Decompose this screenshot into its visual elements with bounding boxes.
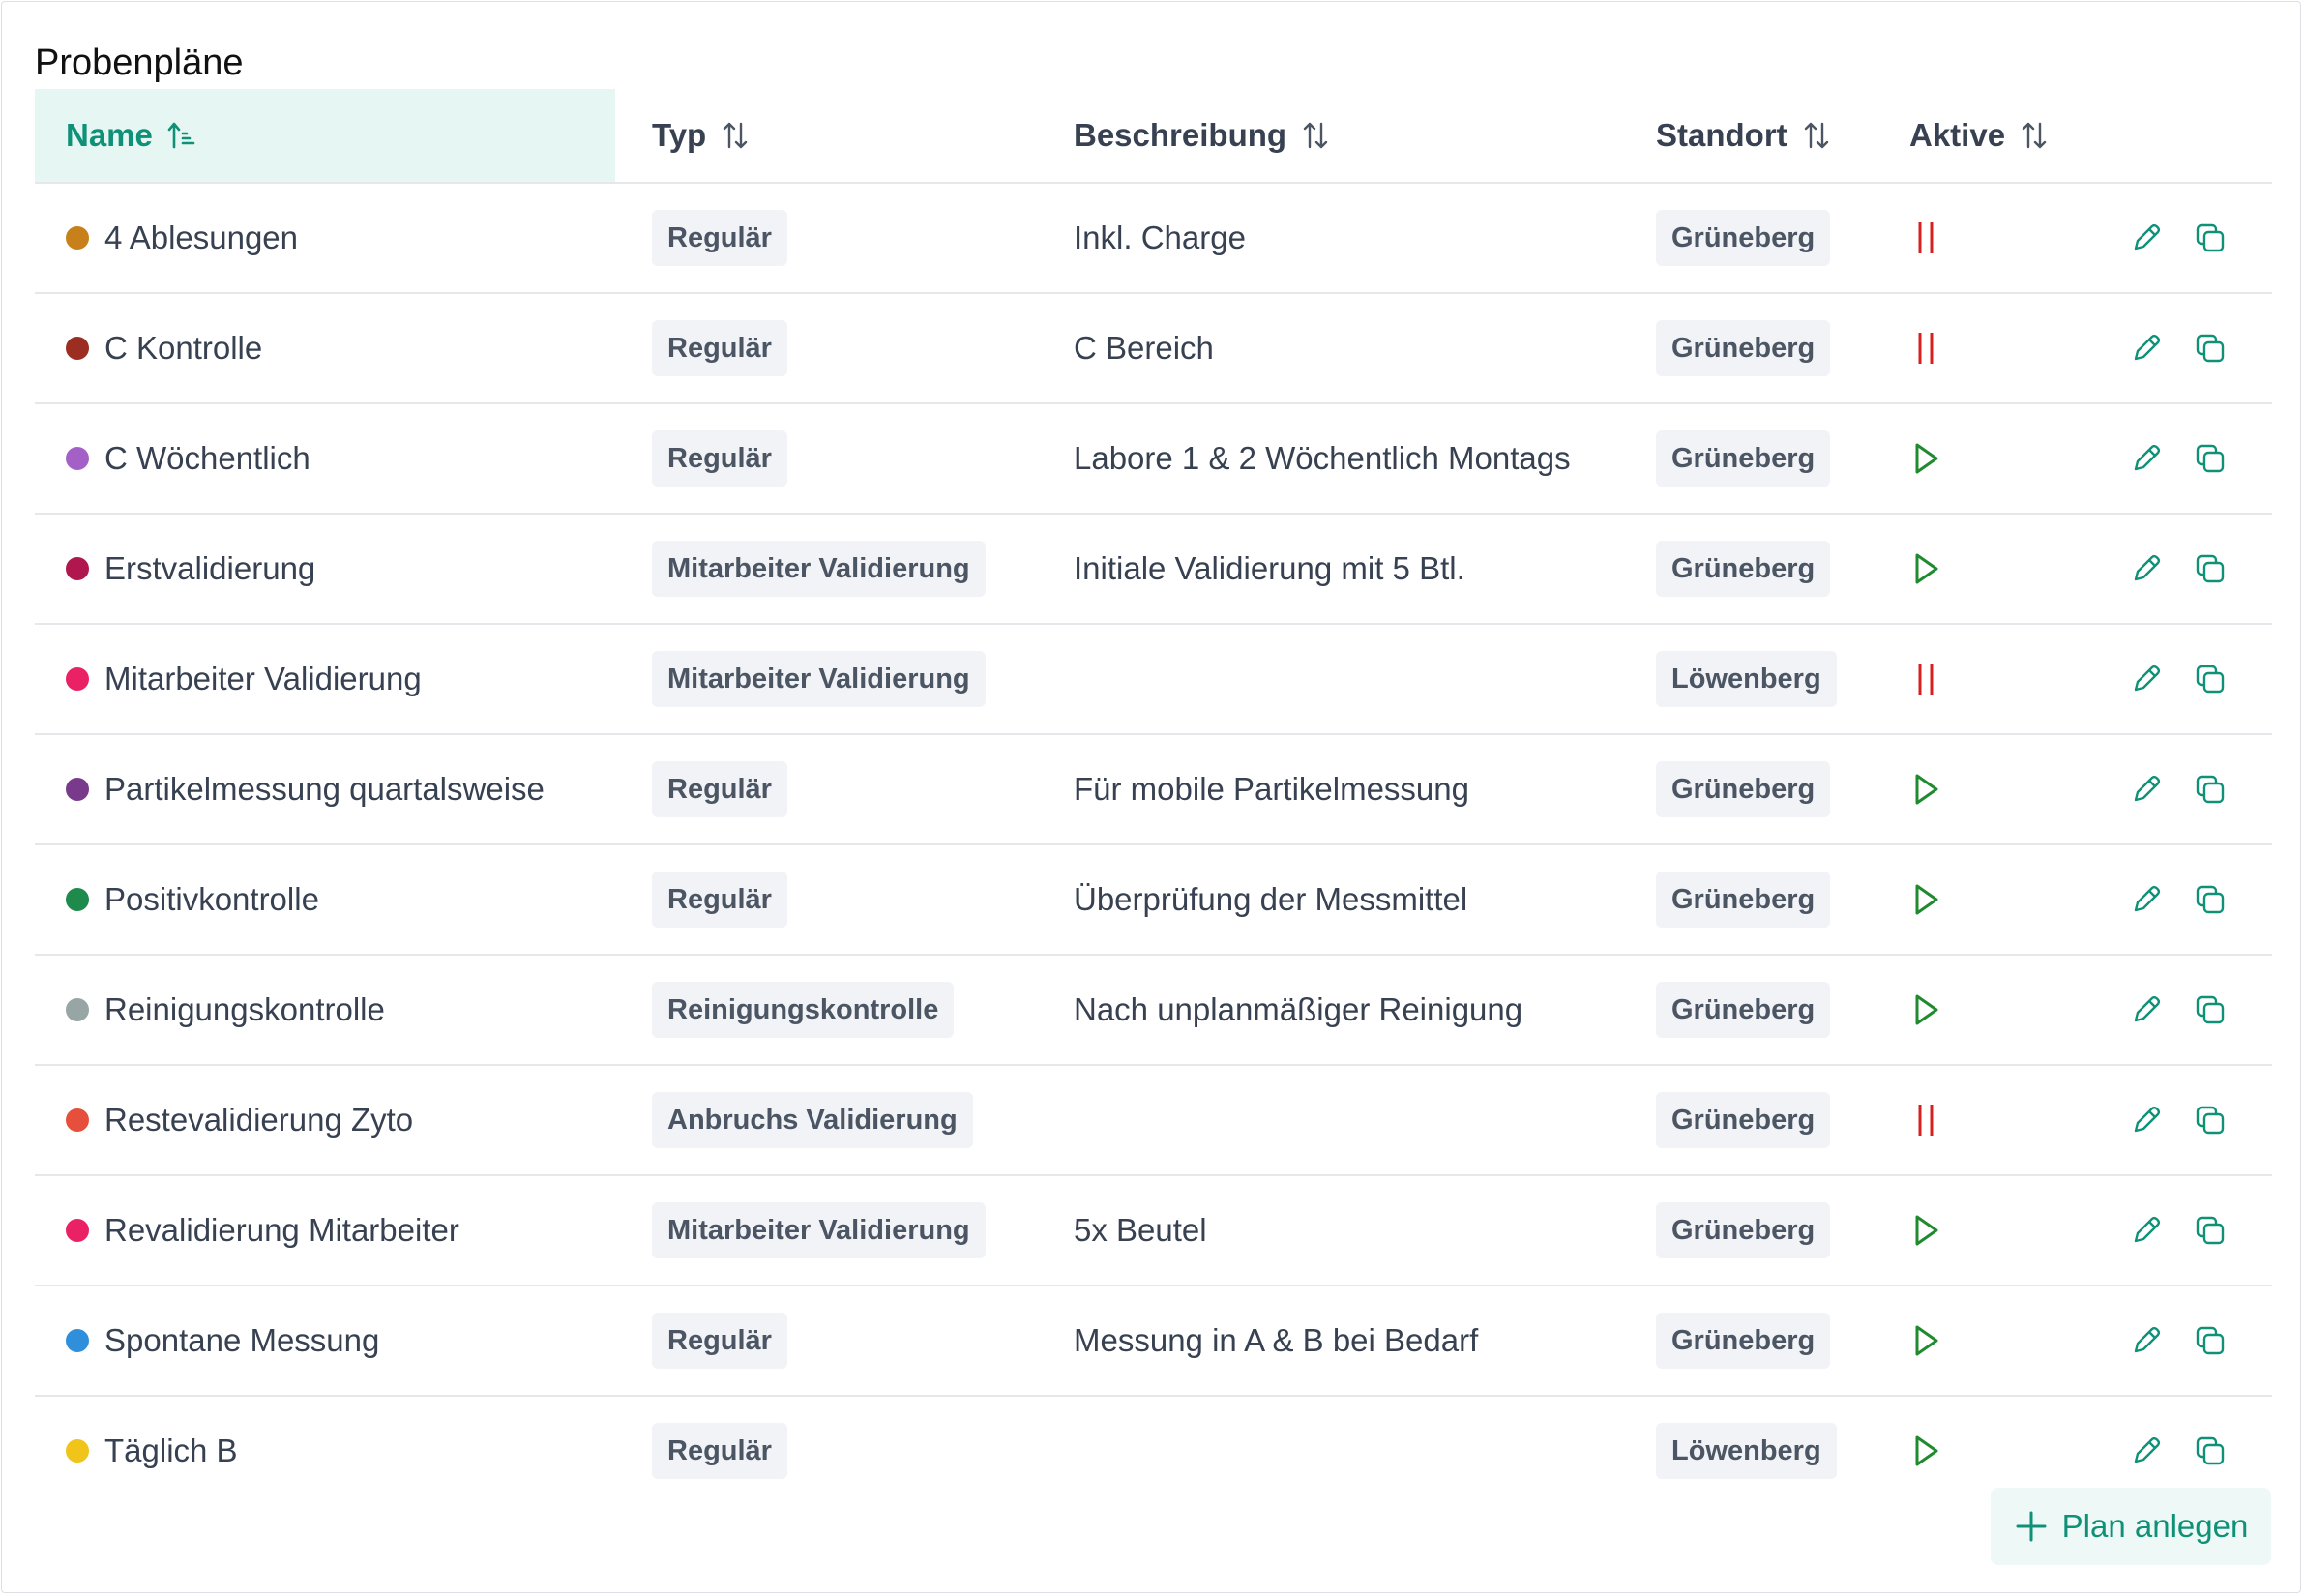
plan-type-tag: Mitarbeiter Validierung (652, 1202, 986, 1258)
plan-name-cell (66, 1176, 459, 1285)
plan-description: C Bereich (1074, 330, 1214, 366)
plan-location-tag: Grüneberg (1656, 982, 1830, 1038)
edit-plan-cell (2130, 845, 2163, 954)
plan-name-cell (66, 515, 315, 623)
copy-plan-cell (2194, 735, 2227, 843)
plan-type-tag: Reinigungskontrolle (652, 982, 954, 1038)
plan-color-dot (66, 778, 89, 801)
plan-description-cell (1074, 184, 1246, 292)
plan-type-cell (652, 294, 787, 402)
plus-icon (2014, 1509, 2049, 1544)
plan-color-dot (66, 1439, 89, 1463)
play-icon[interactable] (1909, 549, 1944, 588)
plan-location-tag: Grüneberg (1656, 541, 1830, 597)
plan-location-cell (1656, 845, 1830, 954)
plan-description-cell (1074, 845, 1467, 954)
plan-location-tag: Grüneberg (1656, 210, 1830, 266)
sort-icon (720, 120, 751, 151)
table-row[interactable] (35, 735, 2272, 845)
plan-type-cell (652, 1286, 787, 1395)
table-row[interactable] (35, 845, 2272, 956)
play-icon[interactable] (1909, 880, 1944, 919)
column-header-active[interactable] (1909, 89, 2050, 182)
plan-type-tag: Regulär (652, 430, 787, 487)
copy-icon[interactable] (2194, 442, 2227, 475)
pencil-icon[interactable] (2130, 993, 2163, 1026)
edit-plan-cell (2130, 625, 2163, 733)
pencil-icon[interactable] (2130, 1324, 2163, 1357)
plan-location-cell (1656, 956, 1830, 1064)
pencil-icon[interactable] (2130, 1104, 2163, 1137)
plan-color-dot (66, 1219, 89, 1242)
table-row[interactable] (35, 625, 2272, 735)
copy-plan-cell (2194, 1066, 2227, 1174)
pencil-icon[interactable] (2130, 773, 2163, 806)
plan-type-tag: Regulär (652, 210, 787, 266)
plan-description: Überprüfung der Messmittel (1074, 881, 1468, 917)
pause-icon[interactable] (1909, 329, 1944, 368)
plan-color-dot (66, 337, 89, 360)
copy-icon[interactable] (2194, 552, 2227, 585)
plan-location-tag: Grüneberg (1656, 1202, 1830, 1258)
plan-type-cell (652, 515, 986, 623)
plan-color-dot (66, 888, 89, 911)
table-row[interactable] (35, 1176, 2272, 1286)
plan-status-cell[interactable] (1909, 1397, 1944, 1505)
pencil-icon[interactable] (2130, 552, 2163, 585)
plan-name-cell (66, 845, 319, 954)
plan-location-cell (1656, 1286, 1830, 1395)
edit-plan-cell (2130, 735, 2163, 843)
copy-icon[interactable] (2194, 1104, 2227, 1137)
plan-type-tag: Mitarbeiter Validierung (652, 651, 986, 707)
plan-status-cell[interactable] (1909, 294, 1944, 402)
plan-name-cell (66, 956, 385, 1064)
plan-description-cell (1074, 515, 1465, 623)
plan-location-tag: Grüneberg (1656, 761, 1830, 817)
copy-icon[interactable] (2194, 883, 2227, 916)
plan-location-cell (1656, 184, 1830, 292)
copy-plan-cell (2194, 845, 2227, 954)
plan-type-tag: Regulär (652, 1423, 787, 1479)
plan-location-tag: Löwenberg (1656, 651, 1837, 707)
plan-location-cell (1656, 625, 1837, 733)
column-header-active-label: Aktive (1909, 117, 2006, 153)
plan-name-cell (66, 1286, 379, 1395)
table-row[interactable] (35, 1397, 2272, 1505)
plan-description-cell (1074, 735, 1469, 843)
copy-plan-cell (2194, 184, 2227, 292)
plan-location-cell (1656, 1176, 1830, 1285)
column-header-type[interactable] (652, 89, 751, 182)
column-header-type-label: Typ (652, 117, 707, 153)
plan-name: C Wöchentlich (104, 440, 310, 476)
plan-type-tag: Regulär (652, 872, 787, 928)
plan-location-tag: Grüneberg (1656, 430, 1830, 487)
copy-icon[interactable] (2194, 332, 2227, 365)
plan-location-cell (1656, 404, 1830, 513)
plan-name-cell (66, 625, 422, 733)
plan-description: 5x Beutel (1074, 1212, 1207, 1248)
plan-status-cell[interactable] (1909, 184, 1944, 292)
copy-icon[interactable] (2194, 993, 2227, 1026)
pencil-icon[interactable] (2130, 1434, 2163, 1467)
plan-status-cell[interactable] (1909, 515, 1944, 623)
plan-color-dot (66, 447, 89, 470)
plan-color-dot (66, 998, 89, 1021)
plans-table (35, 89, 2272, 1505)
plan-description-cell (1074, 1176, 1207, 1285)
copy-plan-cell (2194, 625, 2227, 733)
plan-name: Revalidierung Mitarbeiter (104, 1212, 459, 1248)
plan-type-tag: Anbruchs Validierung (652, 1092, 973, 1148)
plan-status-cell[interactable] (1909, 845, 1944, 954)
column-header-description[interactable] (1074, 89, 1331, 182)
plan-status-cell[interactable] (1909, 1176, 1944, 1285)
plan-color-dot (66, 1329, 89, 1352)
plan-type-tag: Regulär (652, 320, 787, 376)
pencil-icon[interactable] (2130, 663, 2163, 695)
edit-plan-cell (2130, 1066, 2163, 1174)
plan-description: Nach unplanmäßiger Reinigung (1074, 991, 1523, 1027)
plan-description: Inkl. Charge (1074, 220, 1246, 255)
sort-icon (1300, 120, 1331, 151)
plan-location-tag: Grüneberg (1656, 1092, 1830, 1148)
plan-name: Erstvalidierung (104, 550, 316, 586)
pencil-icon[interactable] (2130, 883, 2163, 916)
plan-color-dot (66, 1108, 89, 1132)
sort-icon (2019, 120, 2050, 151)
plan-type-cell (652, 956, 954, 1064)
pause-icon[interactable] (1909, 660, 1944, 698)
column-header-name-label: Name (66, 117, 153, 153)
copy-plan-cell (2194, 294, 2227, 402)
sort-icon (1801, 120, 1832, 151)
plan-color-dot (66, 557, 89, 580)
plan-name: C Kontrolle (104, 330, 263, 366)
pencil-icon[interactable] (2130, 222, 2163, 254)
plan-color-dot (66, 226, 89, 250)
plan-location-cell (1656, 294, 1830, 402)
plan-name: Restevalidierung Zyto (104, 1102, 414, 1138)
copy-plan-cell (2194, 515, 2227, 623)
plan-type-cell (652, 1397, 787, 1505)
play-icon[interactable] (1909, 990, 1944, 1029)
column-header-location-label: Standort (1656, 117, 1787, 153)
plan-name-cell (66, 404, 310, 513)
plan-status-cell[interactable] (1909, 404, 1944, 513)
plan-type-cell (652, 1176, 986, 1285)
copy-plan-cell (2194, 1176, 2227, 1285)
plan-status-cell[interactable] (1909, 1066, 1944, 1174)
plan-name: Positivkontrolle (104, 881, 319, 917)
plan-description-cell (1074, 404, 1571, 513)
play-icon[interactable] (1909, 1321, 1944, 1360)
plan-status-cell[interactable] (1909, 956, 1944, 1064)
plan-name: Partikelmessung quartalsweise (104, 771, 545, 807)
plan-location-tag: Grüneberg (1656, 320, 1830, 376)
probenplaene-card (1, 1, 2301, 1593)
plan-description-cell (1074, 294, 1214, 402)
copy-icon[interactable] (2194, 663, 2227, 695)
edit-plan-cell (2130, 1286, 2163, 1395)
plan-type-tag: Mitarbeiter Validierung (652, 541, 986, 597)
plan-description: Für mobile Partikelmessung (1074, 771, 1469, 807)
plan-description-cell (1074, 956, 1522, 1064)
plan-type-cell (652, 845, 787, 954)
plan-location-cell (1656, 1397, 1837, 1505)
copy-icon[interactable] (2194, 222, 2227, 254)
pause-icon[interactable] (1909, 219, 1944, 257)
plan-description-cell (1074, 1286, 1478, 1395)
edit-plan-cell (2130, 1176, 2163, 1285)
copy-plan-cell (2194, 1286, 2227, 1395)
edit-plan-cell (2130, 956, 2163, 1064)
play-icon[interactable] (1909, 770, 1944, 809)
play-icon[interactable] (1909, 1211, 1944, 1250)
copy-plan-cell (2194, 956, 2227, 1064)
table-row[interactable] (35, 184, 2272, 294)
plan-type-cell (652, 404, 787, 513)
edit-plan-cell (2130, 515, 2163, 623)
plan-name: Täglich B (104, 1433, 238, 1468)
plan-status-cell[interactable] (1909, 735, 1944, 843)
plan-location-tag: Löwenberg (1656, 1423, 1837, 1479)
plan-description: Labore 1 & 2 Wöchentlich Montags (1074, 440, 1571, 476)
table-row[interactable] (35, 956, 2272, 1066)
plan-name: Reinigungskontrolle (104, 991, 385, 1027)
play-icon[interactable] (1909, 439, 1944, 478)
table-row[interactable] (35, 1066, 2272, 1176)
pencil-icon[interactable] (2130, 332, 2163, 365)
plan-location-cell (1656, 1066, 1830, 1174)
plan-type-cell (652, 625, 986, 733)
plan-location-tag: Grüneberg (1656, 872, 1830, 928)
table-row[interactable] (35, 404, 2272, 515)
table-row[interactable] (35, 1286, 2272, 1397)
table-row[interactable] (35, 515, 2272, 625)
plan-name-cell (66, 294, 262, 402)
plan-description: Initiale Validierung mit 5 Btl. (1074, 550, 1465, 586)
copy-icon[interactable] (2194, 1214, 2227, 1247)
copy-icon[interactable] (2194, 1434, 2227, 1467)
column-header-name[interactable] (35, 89, 615, 182)
plan-name: Spontane Messung (104, 1322, 380, 1358)
page-title: Probenpläne (35, 43, 244, 83)
play-icon[interactable] (1909, 1432, 1944, 1470)
copy-icon[interactable] (2194, 773, 2227, 806)
add-plan-label: Plan anlegen (2061, 1508, 2249, 1544)
edit-plan-cell (2130, 294, 2163, 402)
plan-location-tag: Grüneberg (1656, 1313, 1830, 1369)
plan-description: Messung in A & B bei Bedarf (1074, 1322, 1479, 1358)
column-header-description-label: Beschreibung (1074, 117, 1287, 153)
plan-name: 4 Ablesungen (104, 220, 299, 255)
plan-type-cell (652, 1066, 973, 1174)
table-header (35, 89, 2272, 184)
plan-name-cell (66, 184, 298, 292)
plan-type-tag: Regulär (652, 761, 787, 817)
pencil-icon[interactable] (2130, 1214, 2163, 1247)
plan-type-cell (652, 735, 787, 843)
plan-name-cell (66, 1397, 238, 1505)
plan-type-cell (652, 184, 787, 292)
edit-plan-cell (2130, 184, 2163, 292)
pause-icon[interactable] (1909, 1101, 1944, 1139)
plan-name-cell (66, 735, 545, 843)
plan-location-cell (1656, 735, 1830, 843)
plan-location-cell (1656, 515, 1830, 623)
sort-ascending-icon (166, 120, 197, 151)
plan-status-cell[interactable] (1909, 1286, 1944, 1395)
copy-icon[interactable] (2194, 1324, 2227, 1357)
plan-status-cell[interactable] (1909, 625, 1944, 733)
copy-plan-cell (2194, 404, 2227, 513)
plan-name-cell (66, 1066, 413, 1174)
plan-name: Mitarbeiter Validierung (104, 661, 422, 696)
column-header-location[interactable] (1656, 89, 1832, 182)
table-body (35, 184, 2272, 1505)
pencil-icon[interactable] (2130, 442, 2163, 475)
add-plan-button[interactable] (1991, 1488, 2271, 1565)
edit-plan-cell (2130, 404, 2163, 513)
table-row[interactable] (35, 294, 2272, 404)
plan-type-tag: Regulär (652, 1313, 787, 1369)
plan-color-dot (66, 667, 89, 691)
